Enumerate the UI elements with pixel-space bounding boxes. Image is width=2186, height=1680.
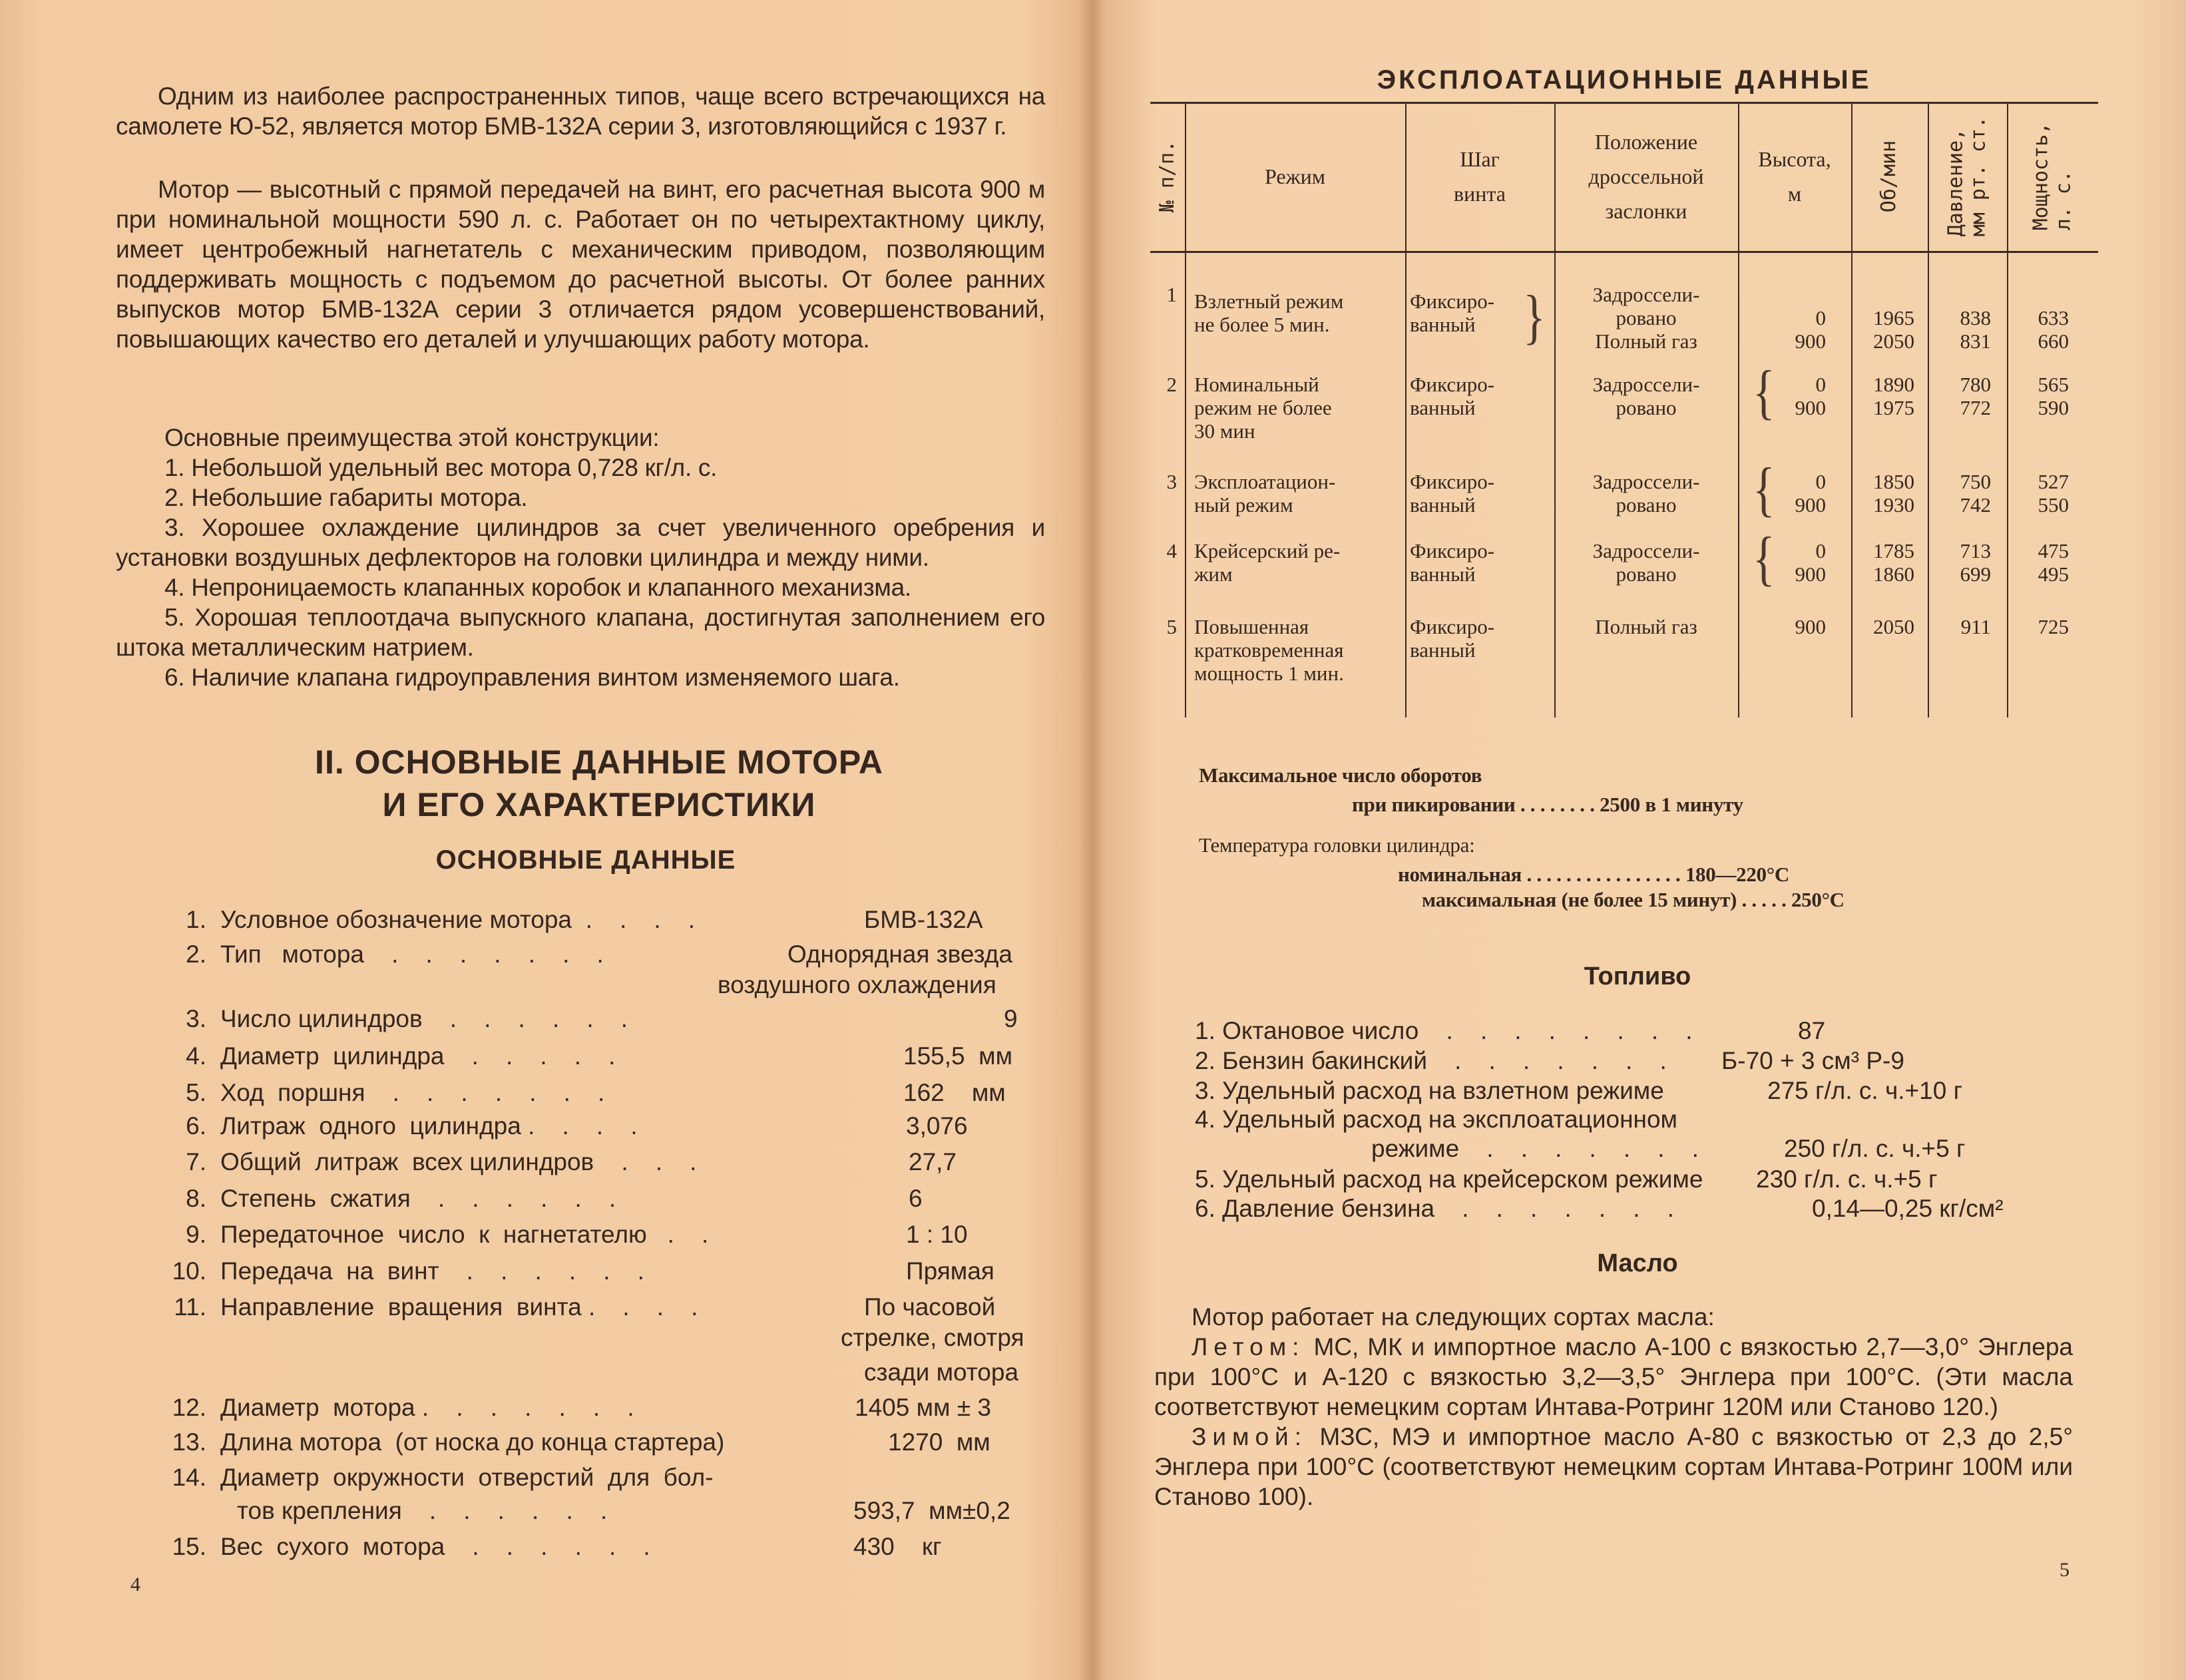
column-header: [1150, 102, 1185, 251]
altitude-value: 900: [1795, 329, 1826, 353]
fuel-item-value: 250 г/л. с. ч.+5 г: [1784, 1135, 1966, 1162]
column-header: [2007, 102, 2098, 251]
pitch-cell: Фиксиро- ванный: [1410, 615, 1495, 662]
cylinder-temp-title: Температура головки цилиндра:: [1199, 833, 1475, 857]
spec-value-continued: воздушного охлаждения: [718, 971, 996, 998]
spec-value: БМВ-132А: [864, 906, 983, 933]
spec-number: 14.: [172, 1464, 206, 1491]
spec-label: Вес сухого мотора . . . . . .: [220, 1533, 650, 1560]
spec-value: Однорядная звезда: [787, 941, 1012, 968]
pressure-value: 750: [1960, 470, 1991, 493]
pressure-value: 911: [1960, 615, 1991, 638]
summer-text: МС, МК и импортное масло А-100 с вязкостью 2,7—3,0° Энглера при 100°С и А-120 с вязкостью 3,2—3,5° Энглера при 100°С. (Эти масла соответствуют немецким сортам Интава-Ротринг 120М или Станово 120.): [1154, 1333, 2074, 1420]
rpm-value: 2050: [1873, 615, 1914, 638]
spec-value-continued: сзади мотора: [864, 1359, 1019, 1386]
mode-cell: Эксплоатацион- ный режим: [1194, 470, 1336, 517]
power-value: 495: [2038, 562, 2069, 586]
pressure-value: 780: [1960, 373, 1991, 396]
column-header: [1928, 102, 2007, 251]
spec-number: 5.: [186, 1079, 206, 1106]
spec-label: Диаметр окружности отверстий для бол-: [220, 1464, 714, 1491]
fuel-item-value: 230 г/л. с. ч.+5 г: [1756, 1165, 1938, 1193]
spec-label: Направление вращения винта . . . .: [220, 1293, 698, 1321]
spec-number: 9.: [186, 1221, 206, 1248]
power-value: 590: [2038, 396, 2069, 419]
row-number: 4: [1166, 539, 1177, 562]
rpm-value: 1930: [1873, 493, 1914, 517]
brace-icon: {: [1523, 284, 1546, 351]
altitude-value: 0: [1815, 539, 1826, 562]
fuel-item-label: 2. Бензин бакинский . . . . . . .: [1195, 1047, 1667, 1074]
dive-rpm-value: при пикировании . . . . . . . . 2500 в 1 минуту: [1352, 793, 1743, 816]
spec-value: 155,5 мм: [903, 1042, 1013, 1070]
spec-value: 162 мм: [903, 1079, 1006, 1106]
pressure-value: 742: [1960, 493, 1991, 517]
fuel-item-value: Б-70 + 3 см³ Р-9: [1721, 1047, 1904, 1074]
spec-number: 4.: [186, 1042, 206, 1070]
row-number: 1: [1166, 283, 1177, 306]
oil-text: [1154, 1302, 2073, 1512]
power-value: 725: [2038, 615, 2069, 638]
mode-cell: Повышенная кратковременная мощность 1 мин.: [1194, 615, 1344, 685]
cylinder-temp-nominal: номинальная . . . . . . . . . . . . . . . . 180—220°C: [1398, 863, 1789, 886]
advantages-list: [116, 423, 1045, 692]
spec-label: Передаточное число к нагнетателю . .: [220, 1221, 709, 1248]
altitude-value: 0: [1815, 306, 1826, 329]
spec-label: Тип мотора . . . . . . .: [220, 941, 604, 968]
column-header: Шаг винта: [1454, 147, 1506, 206]
altitude-value: 0: [1815, 373, 1826, 396]
pressure-value: 699: [1960, 562, 1991, 586]
spec-number: 15.: [172, 1533, 206, 1560]
fuel-item-value: 275 г/л. с. ч.+10 г: [1767, 1077, 1963, 1104]
dive-rpm-label: Максимальное число оборотов: [1199, 763, 1482, 787]
spec-value: 1270 мм: [888, 1428, 990, 1456]
winter-label: Зимой:: [1192, 1423, 1307, 1450]
mode-cell: Взлетный режим не более 5 мин.: [1194, 290, 1344, 336]
advantage-item: 3. Хорошее охлаждение цилиндров за счет увеличенного оребрения и установки воздушных дефлекторов на головки цилиндра и между ними.: [116, 514, 1045, 571]
spec-number: 12.: [172, 1394, 206, 1421]
oil-intro: Мотор работает на следующих сортах масла:: [1192, 1303, 1715, 1331]
spec-label: Условное обозначение мотора . . . .: [220, 906, 696, 933]
spec-number: 13.: [172, 1428, 206, 1456]
table-header-rule: [1150, 251, 2098, 253]
brace-icon: {: [1753, 457, 1775, 524]
spec-value: 1405 мм ± 3: [855, 1394, 991, 1421]
spec-label: Ход поршня . . . . . . .: [220, 1079, 605, 1106]
throttle-cell: Задроссели- ровано: [1592, 373, 1700, 419]
mode-cell: Номинальный режим не более 30 мин: [1194, 373, 1332, 443]
spec-label: Передача на винт . . . . . .: [220, 1257, 644, 1285]
pressure-value: 838: [1960, 306, 1991, 329]
throttle-cell: Задроссели- ровано: [1592, 470, 1700, 517]
section-heading: II. ОСНОВНЫЕ ДАННЫЕ МОТОРА: [315, 743, 883, 781]
rpm-value: 2050: [1873, 329, 1914, 353]
altitude-value: 900: [1795, 562, 1826, 586]
brace-icon: {: [1753, 359, 1775, 427]
row-number: 5: [1166, 615, 1177, 638]
fuel-item-label: 4. Удельный расход на эксплоатационном: [1195, 1106, 1677, 1133]
spec-number: 6.: [186, 1112, 206, 1140]
spec-value: 9: [1004, 1005, 1018, 1032]
spec-number: 3.: [186, 1005, 206, 1032]
advantage-item: 4. Непроницаемость клапанных коробок и клапанного механизма.: [164, 574, 911, 601]
rpm-value: 1785: [1873, 539, 1914, 562]
spec-label: Степень сжатия . . . . . .: [220, 1185, 616, 1212]
fuel-item-label: 5. Удельный расход на крейсерском режиме: [1195, 1165, 1703, 1193]
spec-number: 7.: [186, 1148, 206, 1175]
page-number: 5: [2060, 1559, 2070, 1581]
power-value: 550: [2038, 493, 2069, 517]
advantages-intro: Основные преимущества этой конструкции:: [164, 424, 660, 451]
rpm-value: 1860: [1873, 562, 1914, 586]
spec-value: 1 : 10: [906, 1221, 968, 1248]
cylinder-temp-maximum: максимальная (не более 15 минут) . . . . . 250°C: [1422, 888, 1845, 911]
pitch-cell: Фиксиро- ванный: [1410, 373, 1495, 419]
description-paragraph: Мотор — высотный с прямой передачей на винт, его расчетная высота 900 м при номинальной мощности 590 л. с. Работает он по четырехтактному циклу, имеет центробежный нагнетатель с механическим приводом, позволяющим поддерживать мощность с подъемом до расчетной высоты. От более ранних выпусков мотор БМВ-132А серии 3 отличается рядом усовершенствований, повышающих качество его деталей и улучшающих работу мотора.: [116, 176, 1045, 353]
spec-label: Диаметр цилиндра . . . . .: [220, 1042, 616, 1070]
column-header-text: Мощность, л. с.: [2029, 122, 2076, 231]
pitch-cell: Фиксиро- ванный: [1410, 470, 1495, 517]
advantage-item: 5. Хорошая теплоотдача выпускного клапана, достигнутая заполнением его штока металлическим натрием.: [116, 604, 1045, 661]
brace-icon: {: [1753, 526, 1775, 593]
fuel-item-label: 6. Давление бензина . . . . . . .: [1195, 1195, 1674, 1222]
column-header-text: Об/мин: [1877, 140, 1901, 213]
column-header: Высота, м: [1758, 147, 1831, 206]
section-heading-line2: И ЕГО ХАРАКТЕРИСТИКИ: [382, 786, 816, 823]
spec-value-continued: стрелке, смотря: [841, 1324, 1024, 1351]
advantage-item: 2. Небольшие габариты мотора.: [164, 484, 528, 511]
throttle-cell: Задроссели- ровано: [1592, 539, 1700, 586]
altitude-value: 900: [1795, 396, 1826, 419]
spec-label: Диаметр мотора . . . . . . .: [220, 1394, 634, 1421]
spec-value: Прямая: [906, 1257, 994, 1285]
pressure-value: 772: [1960, 396, 1991, 419]
pressure-value: 713: [1960, 539, 1991, 562]
advantage-item: 6. Наличие клапана гидроуправления винтом изменяемого шага.: [164, 664, 900, 691]
oil-heading: Масло: [1597, 1249, 1678, 1277]
row-number: 2: [1166, 373, 1177, 396]
altitude-value: 900: [1795, 493, 1826, 517]
rpm-value: 1890: [1873, 373, 1914, 396]
power-value: 565: [2038, 373, 2069, 396]
altitude-value: 0: [1815, 470, 1826, 493]
fuel-item-value: 87: [1798, 1017, 1826, 1044]
throttle-cell: Полный газ: [1595, 615, 1697, 638]
spec-value: 6: [909, 1185, 923, 1212]
page-number: 4: [130, 1574, 140, 1595]
power-value: 527: [2038, 470, 2069, 493]
column-header-text: Давление, мм рт. ст.: [1944, 116, 1990, 237]
power-value: 475: [2038, 539, 2069, 562]
spec-label: Общий литраж всех цилиндров . . .: [220, 1148, 697, 1175]
spec-number: 1.: [186, 906, 206, 933]
spec-label: Литраж одного цилиндра . . . .: [220, 1112, 638, 1140]
column-header: Положение дроссельной заслонки: [1588, 130, 1704, 223]
oil-winter: [1154, 1422, 2073, 1512]
table-title: ЭКСПЛОАТАЦИОННЫЕ ДАННЫЕ: [1377, 65, 1872, 95]
spec-label: Число цилиндров . . . . . .: [220, 1005, 628, 1032]
pitch-cell: Фиксиро- ванный: [1410, 290, 1495, 336]
power-value: 660: [2038, 329, 2069, 353]
spec-value: 3,076: [906, 1112, 968, 1140]
operating-data-table: [1150, 102, 2098, 718]
rpm-value: 1965: [1873, 306, 1914, 329]
fuel-item-label: 3. Удельный расход на взлетном режиме: [1195, 1077, 1664, 1104]
power-value: 633: [2038, 306, 2069, 329]
advantage-item: 1. Небольшой удельный вес мотора 0,728 кг/л. с.: [164, 454, 718, 481]
altitude-value: 900: [1795, 615, 1826, 638]
spec-value: 27,7: [909, 1148, 957, 1175]
oil-summer: [1154, 1332, 2073, 1422]
fuel-item-label: 1. Октановое число . . . . . . . .: [1195, 1017, 1693, 1044]
winter-text: МЗС, МЭ и импортное масло А-80 с вязкостью от 2,3 до 2,5° Энглера при 100°С (соответствуют немецким сортам Интава-Ротринг 100М или Станово 100).: [1154, 1423, 2074, 1510]
mode-cell: Крейсерский ре- жим: [1194, 539, 1341, 586]
spec-value: 593,7 мм±0,2: [853, 1497, 1010, 1524]
spec-number: 10.: [172, 1257, 206, 1285]
spec-number: 2.: [186, 941, 206, 968]
spec-label: Длина мотора (от носка до конца стартера): [220, 1428, 725, 1456]
intro-paragraph: Одним из наиболее распространенных типов, чаще всего встречающихся на самолете Ю-52, является мотор БМВ-132А серии 3, изготовляющийся с 1937 г.: [116, 83, 1045, 140]
spec-value: По часовой: [864, 1293, 996, 1321]
column-header: [1851, 102, 1928, 251]
fuel-heading: Топливо: [1584, 962, 1691, 990]
spec-label-continued: тов крепления . . . . . .: [237, 1497, 608, 1524]
spec-number: 8.: [186, 1185, 206, 1212]
pressure-value: 831: [1960, 329, 1991, 353]
column-header: Режим: [1264, 164, 1326, 188]
spec-value: 430 кг: [853, 1533, 942, 1560]
fuel-item-value: 0,14—0,25 кг/см²: [1812, 1195, 2004, 1222]
subheading: ОСНОВНЫЕ ДАННЫЕ: [435, 845, 736, 875]
column-header-text: № п/п.: [1156, 140, 1179, 213]
spec-number: 11.: [174, 1293, 206, 1321]
summer-label: Летом:: [1192, 1333, 1305, 1361]
rpm-value: 1975: [1873, 396, 1914, 419]
rpm-value: 1850: [1873, 470, 1914, 493]
fuel-item-label-continued: режиме . . . . . . .: [1371, 1135, 1699, 1162]
row-number: 3: [1166, 470, 1177, 493]
throttle-cell: Задроссели- ровано Полный газ: [1592, 283, 1700, 353]
pitch-cell: Фиксиро- ванный: [1410, 539, 1495, 586]
